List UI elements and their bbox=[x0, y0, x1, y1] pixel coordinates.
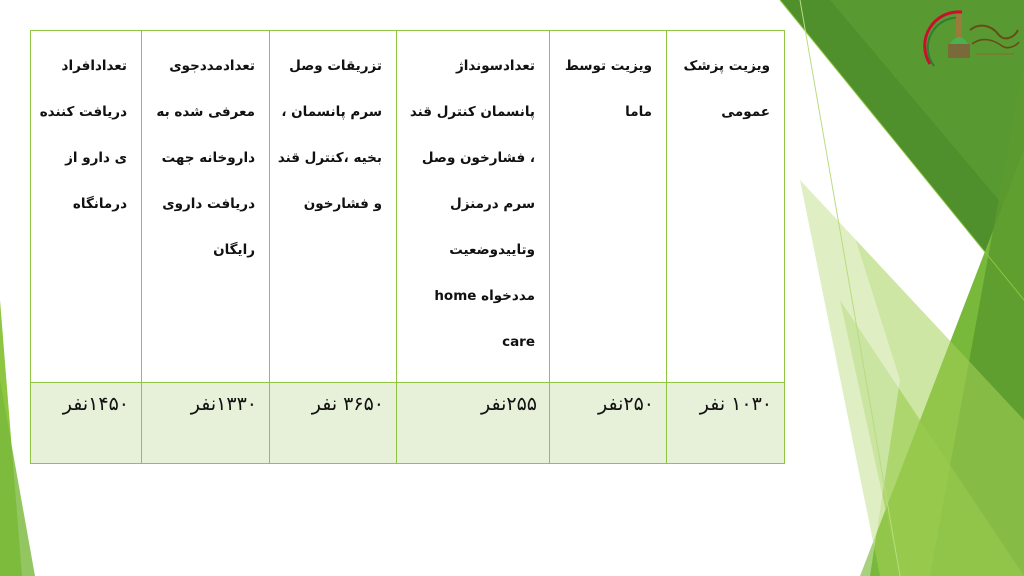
header-injections: تزریقات وصل سرم پانسمان ، بخیه ،کنترل قند و فشارخون bbox=[277, 58, 382, 212]
header-row bbox=[31, 31, 785, 383]
value-cell-home-care bbox=[397, 383, 550, 464]
mosque-emblem-icon bbox=[922, 4, 1022, 76]
header-midwife-visit: ویزیت توسط ماما bbox=[564, 58, 652, 120]
header-clinic-drug: تعدادافراد دریافت کننده ی دارو از درمانگاه bbox=[39, 58, 127, 212]
header-cell-pharmacy-referral bbox=[142, 31, 270, 383]
value-home-care: ۲۵۵نفر bbox=[480, 393, 537, 415]
values-row bbox=[31, 383, 785, 464]
value-cell-pharmacy-referral bbox=[142, 383, 270, 464]
value-cell-clinic-drug bbox=[31, 383, 142, 464]
header-gp-visit: ویزیت پزشک عمومی bbox=[683, 58, 770, 120]
value-cell-gp-visit bbox=[667, 383, 785, 464]
value-cell-midwife-visit bbox=[550, 383, 667, 464]
value-pharmacy-referral: ۱۳۳۰نفر bbox=[190, 393, 257, 415]
header-cell-midwife-visit bbox=[550, 31, 667, 383]
header-cell-injections bbox=[270, 31, 397, 383]
value-gp-visit: ۱۰۳۰ نفر bbox=[699, 393, 772, 415]
header-cell-clinic-drug bbox=[31, 31, 142, 383]
value-cell-injections bbox=[270, 383, 397, 464]
hospital-logo bbox=[922, 4, 1022, 76]
value-clinic-drug: ۱۴۵۰نفر bbox=[62, 393, 129, 415]
header-pharmacy-referral: تعدادمددجوی معرفی شده به داروخانه جهت دریافت داروی رایگان bbox=[156, 58, 255, 258]
value-injections: ۳۶۵۰ نفر bbox=[311, 393, 384, 415]
header-home-care: تعدادسونداژ پانسمان کنترل قند ، فشارخون وصل سرم درمنزل وتاییدوضعیت مددخواه home care bbox=[409, 58, 535, 350]
header-cell-gp-visit bbox=[667, 31, 785, 383]
statistics-table bbox=[30, 30, 785, 464]
value-midwife-visit: ۲۵۰نفر bbox=[597, 393, 654, 415]
header-cell-home-care bbox=[397, 31, 550, 383]
